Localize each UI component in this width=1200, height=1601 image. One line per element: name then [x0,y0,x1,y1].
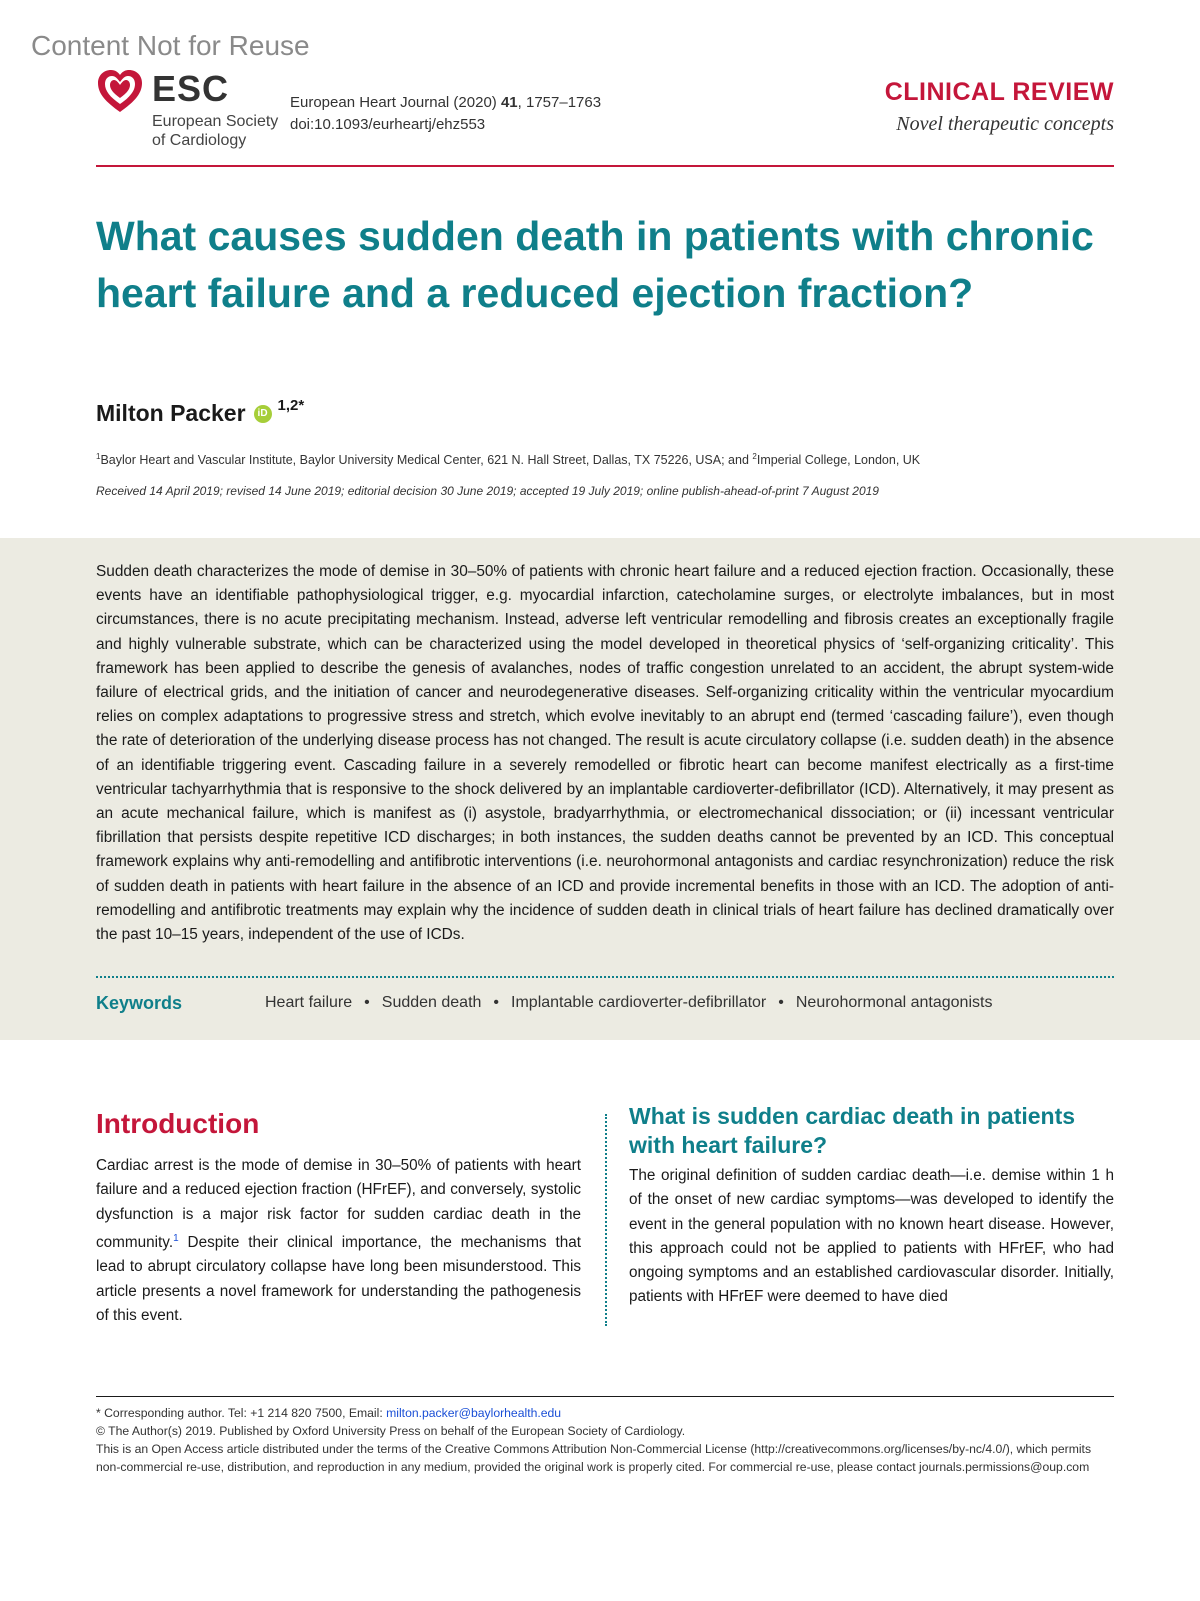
header-divider [96,165,1114,167]
received-dates: Received 14 April 2019; revised 14 June 2019; editorial decision 30 June 2019; accepted 19 July 2019; online publish-ahead-of-print 7 August 2019 [96,484,879,498]
keyword-separator: • [493,994,500,1011]
author-affiliation-marks: 1,2* [277,397,305,414]
column-divider [605,1114,607,1326]
author-line [96,397,305,427]
orcid-icon[interactable]: iD [254,405,272,423]
keyword-separator: • [364,994,370,1011]
intro-heading: Introduction [96,1108,260,1139]
esc-logo [96,66,286,156]
intro-text-a: Cardiac arrest is the mode of demise in 30–50% of patients with heart failure and a reduced ejection fraction (HFrEF), and conversely, systolic dysfunction is a major risk factor for sudden cardiac death in the community. [96,1157,581,1251]
reference-link[interactable]: 1 [173,1232,179,1244]
intro-text-b: Despite their clinical importance, the mechanisms that lead to abrupt circulatory collapse have long been misunderstood. This article presents a novel framework for understanding the pathogenesis of this event. [96,1233,581,1324]
subcategory-label: Novel therapeutic concepts [896,113,1114,135]
logo-sub-line2: of Cardiology [152,132,247,149]
affiliations [96,452,920,467]
email-link[interactable]: milton.packer@baylorhealth.edu [386,1406,562,1420]
journal-header [96,66,1114,166]
affil-sup-1: 1 [96,452,101,461]
article-title: What causes sudden death in patients with chronic heart failure and a reduced ejection fraction? [96,213,1094,316]
affil-part-2: Imperial College, London, UK [756,453,921,468]
keyword: Sudden death [381,994,482,1011]
journal-volume: 41 [500,94,518,111]
logo-subtitle [152,112,278,150]
article-category [885,78,1114,136]
category-label: CLINICAL REVIEW [884,78,1114,106]
keyword: Neurohormonal antagonists [795,994,993,1011]
keywords-label: Keywords [96,993,183,1013]
copyright-note: © The Author(s) 2019. Published by Oxford University Press on behalf of the European Society of Cardiology. [96,1424,686,1438]
affil-part-1: Baylor Heart and Vascular Institute, Baylor University Medical Center, 621 N. Hall Street, Dallas, TX 75226, USA; and [100,453,753,468]
license-note: This is an Open Access article distributed under the terms of the Creative Commons Attribution Non-Commercial License (http://creativecommons.org/licenses/by-nc/4.0/), which permits non-commercial re-use, distribution, and reproduction in any medium, provided the original work is properly cited. For commercial re-use, please contact journals.permissions@oup.com [96,1442,1092,1474]
logo-sub-line1: European Society [152,113,279,130]
journal-citation [290,92,601,136]
footnote-divider [96,1396,1114,1397]
logo-wordmark: ESC [152,68,230,109]
keyword: Heart failure [265,994,353,1011]
affil-sup-2: 2 [752,452,757,461]
heart-logo-icon [96,68,144,114]
intro-text [96,1154,581,1328]
scd-section [629,1103,1114,1310]
watermark: Content Not for Reuse [31,30,310,61]
intro-section [96,1108,581,1328]
scd-text: The original definition of sudden cardiac death—i.e. demise within 1 h of the onset of new cardiac symptoms—was developed to identify the event in the general population with no known heart disease. However, this approach could not be applied to patients with HFrEF, who had ongoing symptoms and an established cardiovascular disorder. Initially, patients with HFrEF were deemed to have died [629,1167,1114,1306]
journal-prefix: European Heart Journal (2020) [290,94,501,111]
doi: doi:10.1093/eurheartj/ehz553 [290,116,486,133]
keywords-list [265,994,992,1012]
footnotes [96,1404,1114,1476]
scd-heading: What is sudden cardiac death in patients with heart failure? [629,1103,1076,1158]
journal-pages: , 1757–1763 [517,94,602,111]
abstract-divider [96,976,1114,978]
abstract-text: Sudden death characterizes the mode of demise in 30–50% of patients with chronic heart failure and a reduced ejection fraction. Occasionally, these events have an identifiable pathophysiological trigger, e.g. myocardial infarction, catecholamine surges, or electrolyte imbalances, but in most circumstances, there is no acute precipitating mechanism. Instead, adverse left ventricular remodelling and fibrosis creates an exceptionally fragile and highly vulnerable substrate, which can be characterized using the model developed in theoretical physics of ‘self-organizing criticality’. This framework has been applied to describe the genesis of avalanches, nodes of traffic congestion unrelated to an accident, the abrupt system-wide failure of electrical grids, and the initiation of cancer and neurodegenerative diseases. Self-organizing criticality within the ventricular myocardium relies on complex adaptations to progressive stress and stretch, which evolve inevitably to an abrupt end (termed ‘cascading failure’), even though the rate of deterioration of the underlying disease process has not changed. The result is acute circulatory collapse (i.e. sudden death) in the absence of an identifiable triggering event. Cascading failure in a severely remodelled or fibrotic heart can become manifest electrically as a first-time ventricular tachyarrhythmia that is responsive to the shock delivered by an implantable cardioverter-defibrillator (ICD). Alternatively, it may present as an acute mechanical failure, which is manifest as (i) asystole, bradyarrhythmia, or electromechanical dissociation; or (ii) incessant ventricular fibrillation that persists despite repetitive ICD discharges; in both instances, the sudden deaths cannot be prevented by an ICD. This conceptual framework explains why anti-remodelling and antifibrotic interventions (i.e. neurohormonal antagonists and cardiac resynchronization) reduce the risk of sudden death in patients with heart failure in the absence of an ICD and provide incremental benefits in those with an ICD. The adoption of anti-remodelling and antifibrotic treatments may explain why the incidence of sudden death in clinical trials of heart failure has declined dramatically over the past 10–15 years, independent of the use of ICDs. [96,563,1114,944]
keyword: Implantable cardioverter-defibrillator [511,994,767,1011]
keyword-separator: • [778,994,784,1011]
author-name: Milton Packer [96,400,246,426]
corresponding-author: * Corresponding author. Tel: +1 214 820 7500, Email: [96,1406,387,1420]
